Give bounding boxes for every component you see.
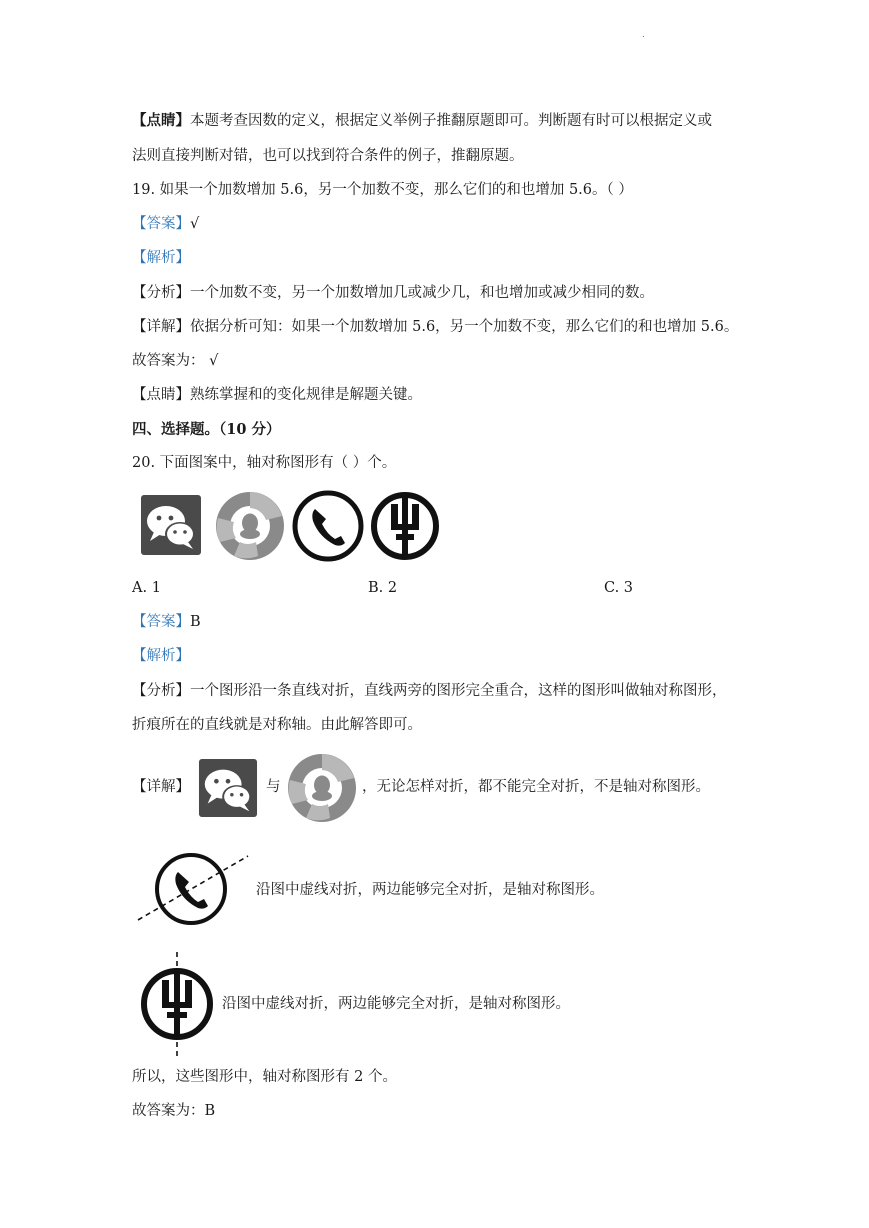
qq-tencent-icon <box>286 752 358 824</box>
q20-answer <box>132 612 201 632</box>
answer-value: √ <box>190 216 200 232</box>
q20-question: 20. 下面图案中，轴对称图形有（ ）个。 <box>132 455 397 471</box>
q20-detail-not-symmetric: ，无论怎样对折，都不能完全对折，不是轴对称图形。 <box>362 779 710 795</box>
bank-logo-icon <box>369 490 441 562</box>
tip-text: 熟练掌握和的变化规律是解题关键。 <box>190 387 422 403</box>
q20-detail-label: 【详解】 <box>132 779 190 795</box>
q19-fenxi <box>132 283 654 303</box>
option-c: C. 3 <box>604 580 634 596</box>
fenxi-text: 一个图形沿一条直线对折，直线两旁的图形完全重合，这样的图形叫做轴对称图形， <box>190 683 727 699</box>
detail-label: 【详解】 <box>132 319 190 335</box>
answer-label: 【答案】 <box>132 614 190 630</box>
q20-analysis-label: 【解析】 <box>132 648 190 664</box>
q19-conclusion: 故答案为： √ <box>132 353 219 369</box>
phone-axis-figure <box>134 850 252 928</box>
option-b: B. 2 <box>368 580 398 596</box>
q20-fenxi-line1 <box>132 681 727 701</box>
answer-label: 【答案】 <box>132 216 190 232</box>
fenxi-label: 【分析】 <box>132 683 190 699</box>
phone-icon <box>291 489 365 563</box>
section-heading: 四、选择题。（10 分） <box>132 421 281 438</box>
option-a: A. 1 <box>132 580 161 596</box>
tip-text: 本题考查因数的定义，根据定义举例子推翻原题即可。判断题有时可以根据定义或 <box>190 113 712 129</box>
q18-tip-line2: 法则直接判断对错，也可以找到符合条件的例子，推翻原题。 <box>132 148 524 164</box>
bank-axis-figure <box>138 952 216 1056</box>
q19-detail <box>132 317 738 337</box>
tip-label: 【点睛】 <box>132 387 190 403</box>
detail-text: 依据分析可知：如果一个加数增加 5.6，另一个加数不变，那么它们的和也增加 5.6。 <box>190 319 739 335</box>
tip-label: 【点睛】 <box>132 112 190 129</box>
q19-tip <box>132 385 422 405</box>
q20-bank-symmetric-text: 沿图中虚线对折，两边能够完全对折，是轴对称图形。 <box>222 996 570 1012</box>
q20-phone-symmetric-text: 沿图中虚线对折，两边能够完全对折，是轴对称图形。 <box>256 882 604 898</box>
q20-detail-and: 与 <box>266 779 281 795</box>
answer-value: B <box>190 614 201 630</box>
fenxi-label: 【分析】 <box>132 285 190 301</box>
page-mark: . <box>642 30 645 40</box>
q20-fenxi-line2: 折痕所在的直线就是对称轴。由此解答即可。 <box>132 717 422 733</box>
q20-conclusion: 故答案为：B <box>132 1103 216 1119</box>
q20-summary: 所以，这些图形中，轴对称图形有 2 个。 <box>132 1069 397 1085</box>
qq-tencent-icon <box>214 490 286 562</box>
q18-tip-line1 <box>132 111 712 131</box>
q19-question: 19. 如果一个加数增加 5.6，另一个加数不变，那么它们的和也增加 5.6。（ ） <box>132 182 633 198</box>
q19-answer <box>132 214 199 234</box>
wechat-icon <box>198 758 258 818</box>
wechat-icon <box>140 494 202 556</box>
fenxi-text: 一个加数不变，另一个加数增加几或减少几，和也增加或减少相同的数。 <box>190 285 654 301</box>
q19-analysis-label: 【解析】 <box>132 250 190 266</box>
